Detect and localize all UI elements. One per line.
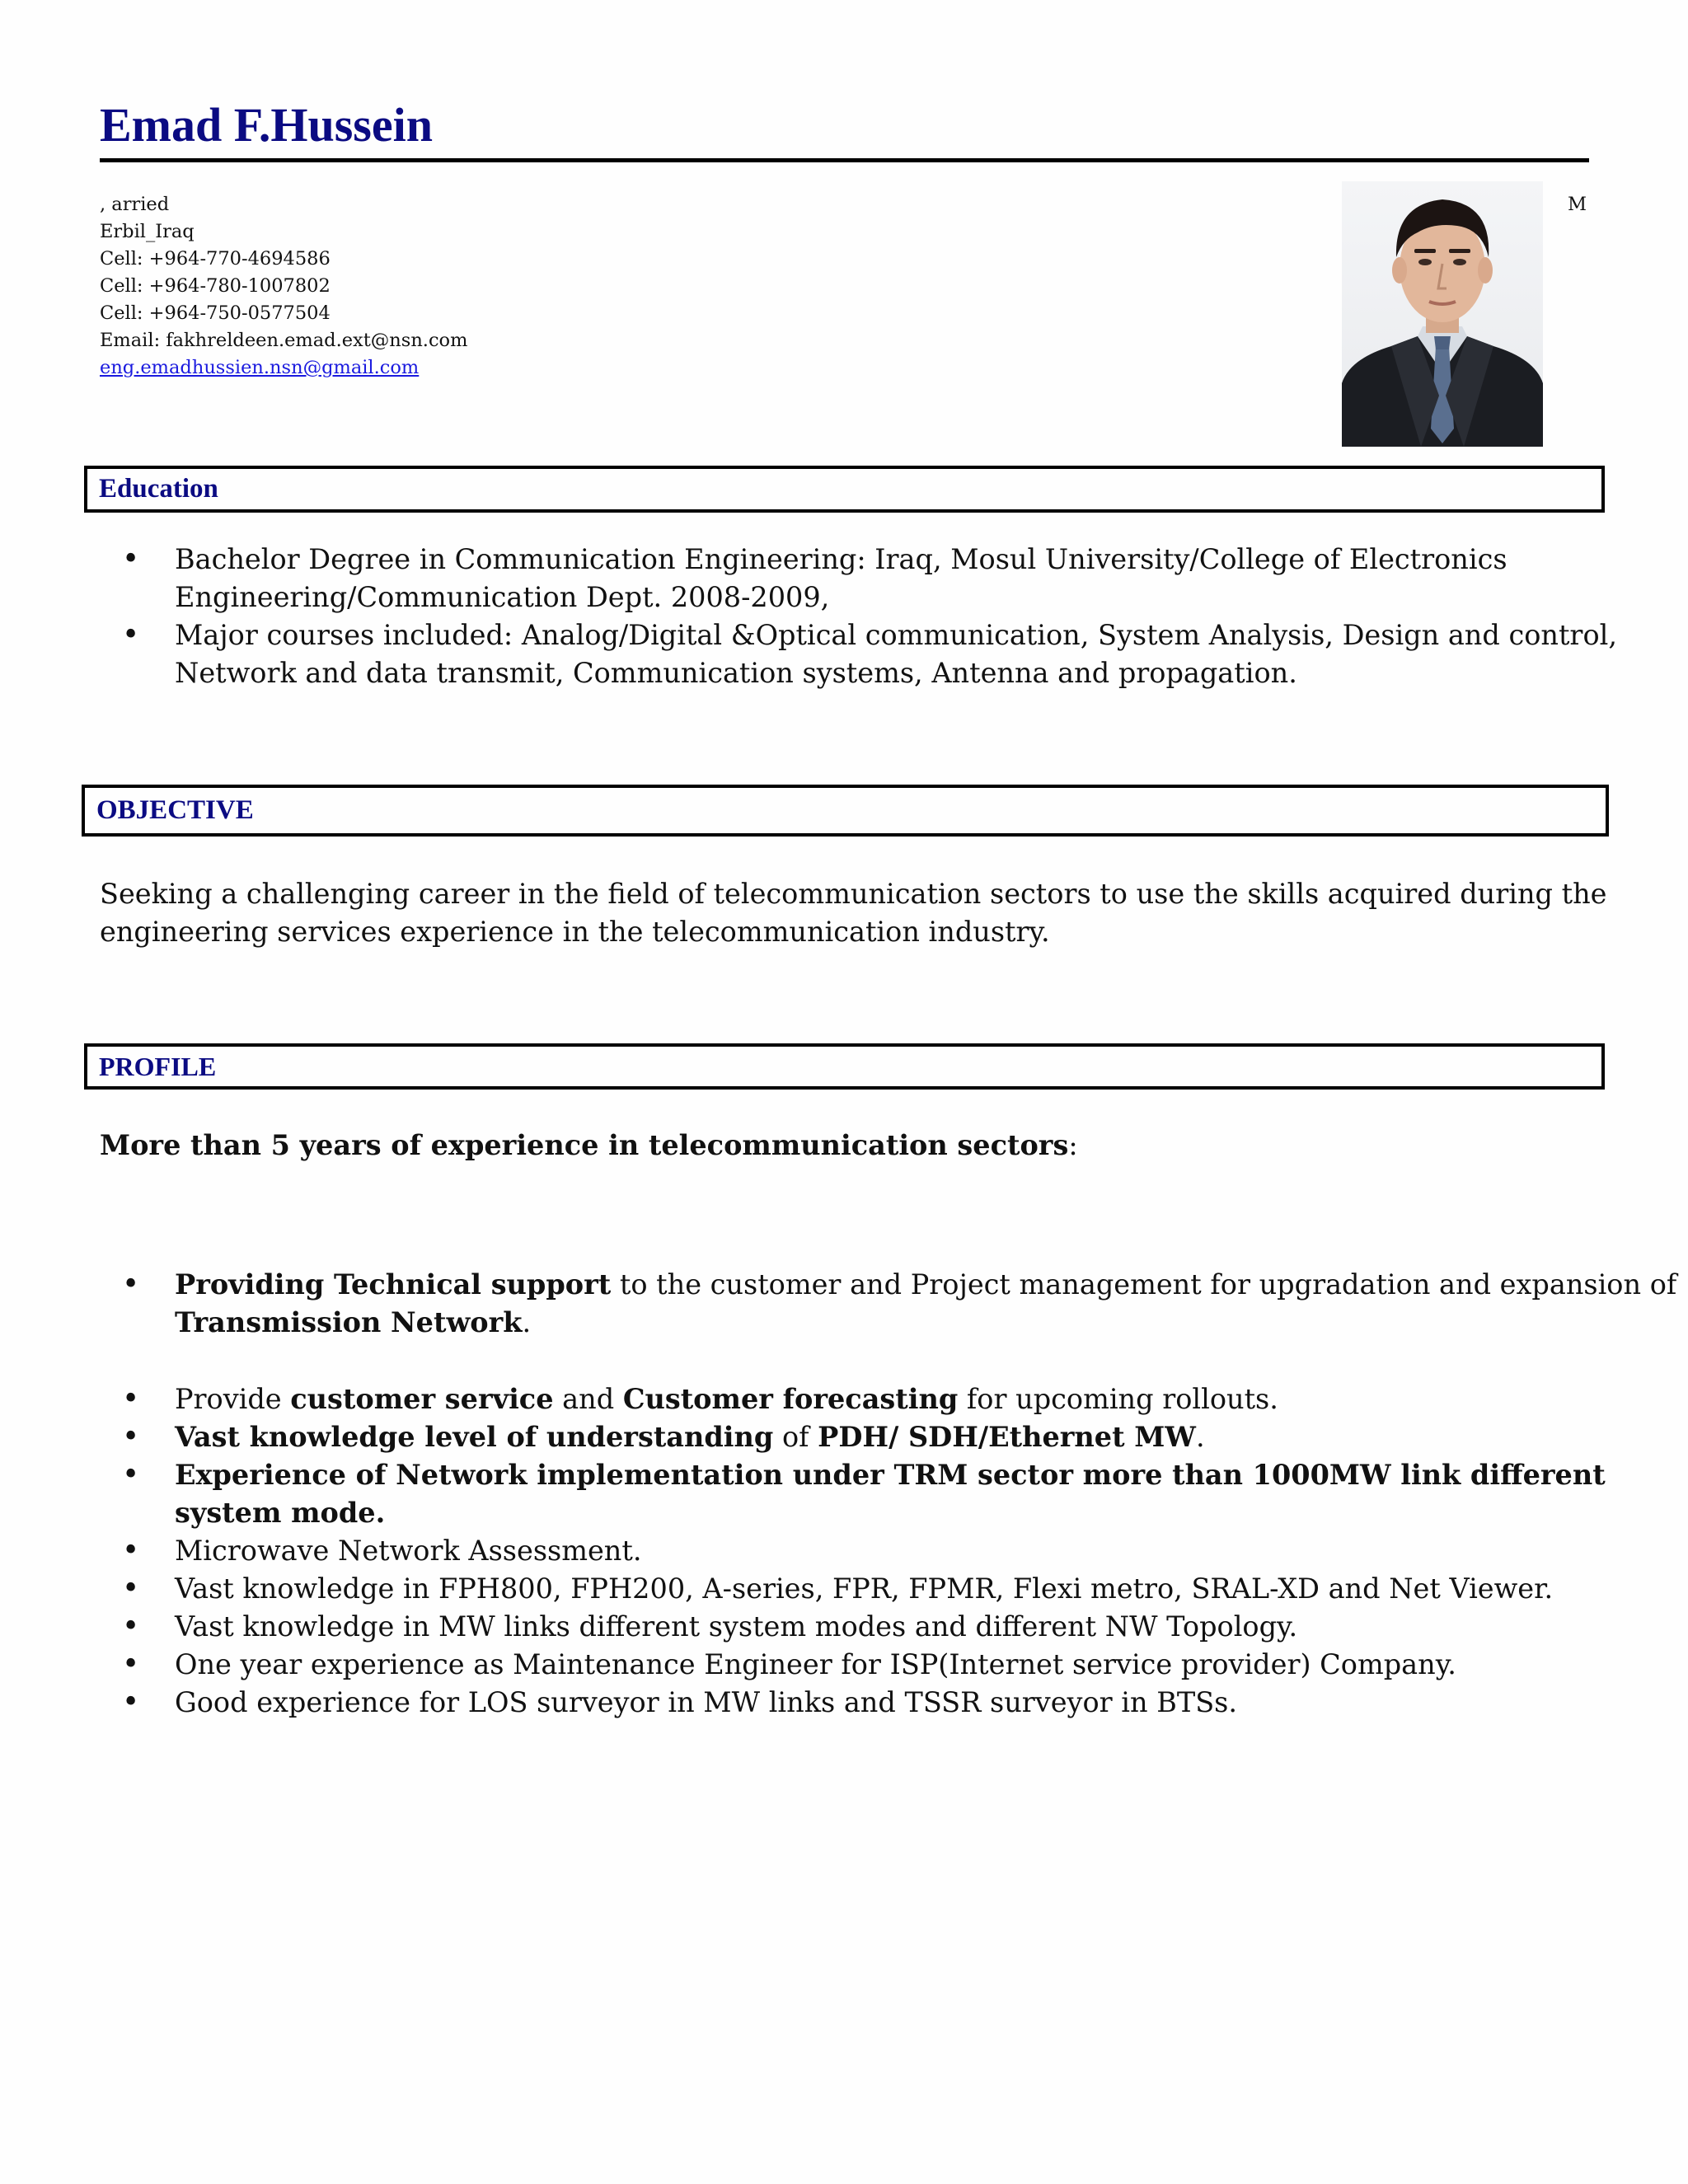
- profile-item-text: to the customer and Project management for upgradation and expansion of: [611, 1268, 1677, 1301]
- email: Email: fakhreldeen.emad.ext@nsn.com: [100, 330, 468, 351]
- objective-text: [100, 875, 1606, 951]
- education-list: [100, 541, 1617, 692]
- cell-2: Cell: +964-780-1007802: [100, 275, 331, 297]
- profile-item: • Microwave Network Assessment.: [100, 1532, 1606, 1570]
- profile-item-bold: customer service: [290, 1383, 554, 1415]
- objective-heading-label: OBJECTIVE: [96, 795, 254, 825]
- objective-line: Seeking a challenging career in the field of telecommunication sectors to use the skills acquired during the: [100, 878, 1607, 910]
- profile-item: • One year experience as Maintenance Engineer for ISP(Internet service provider) Company.: [100, 1646, 1606, 1684]
- education-item: [100, 541, 1617, 616]
- profile-list-top: [100, 1266, 1676, 1342]
- profile-lead-bold: More than 5 years of experience in telecommunication sectors: [100, 1129, 1069, 1161]
- profile-item-text: .: [1195, 1421, 1205, 1453]
- marital-status: , arried: [100, 194, 170, 215]
- cell-1: Cell: +964-770-4694586: [100, 248, 331, 269]
- education-item: [100, 616, 1617, 692]
- profile-item-text: .: [522, 1306, 532, 1338]
- objective-line: engineering services experience in the telecommunication industry.: [100, 916, 1050, 948]
- profile-lead-tail: :: [1068, 1129, 1078, 1161]
- profile-item: • Vast knowledge in MW links different system modes and different NW Topology.: [100, 1608, 1606, 1646]
- profile-heading: [84, 1043, 1605, 1090]
- cell-3: Cell: +964-750-0577504: [100, 302, 331, 324]
- profile-item-bold: Customer forecasting: [622, 1383, 959, 1415]
- education-heading: [84, 466, 1605, 513]
- profile-item: [100, 1380, 1606, 1418]
- profile-item-bold: Providing Technical support: [175, 1268, 612, 1301]
- profile-list: [100, 1380, 1606, 1722]
- profile-item: [100, 1456, 1606, 1532]
- education-item-line: • Bachelor Degree in Communication Engineering: Iraq, Mosul University/College of Electronics: [175, 543, 1507, 575]
- education-item-line: Engineering/Communication Dept. 2008-2009,: [175, 581, 830, 613]
- education-item-line: • Major courses included: Analog/Digital &Optical communication, System Analysis, Design and control,: [175, 619, 1617, 651]
- profile-item-text: and: [553, 1383, 623, 1415]
- profile-item: • Vast knowledge in FPH800, FPH200, A-series, FPR, FPMR, Flexi metro, SRAL-XD and Net Viewer.: [100, 1570, 1606, 1608]
- name-divider: [100, 158, 1589, 162]
- profile-heading-label: PROFILE: [99, 1051, 217, 1081]
- profile-lead: [100, 1127, 1078, 1165]
- profile-item: • Good experience for LOS surveyor in MW links and TSSR surveyor in BTSs.: [100, 1684, 1606, 1722]
- profile-item-bold: PDH/ SDH/Ethernet MW: [818, 1421, 1196, 1453]
- profile-item-bold: system mode.: [175, 1497, 386, 1529]
- profile-item-text: for upcoming rollouts.: [958, 1383, 1278, 1415]
- portrait-illustration: [1342, 181, 1543, 447]
- marital-status-suffix: M: [1568, 194, 1587, 215]
- profile-item-bold: Experience of Network implementation under TRM sector more than 1000MW link different: [175, 1459, 1606, 1491]
- profile-item-text: Provide: [175, 1383, 291, 1415]
- profile-photo: [1342, 181, 1543, 447]
- objective-heading: [82, 785, 1609, 837]
- profile-item-bold: Transmission Network: [175, 1306, 523, 1338]
- profile-item: [100, 1418, 1606, 1456]
- profile-item: [100, 1266, 1676, 1342]
- location: Erbil_Iraq: [100, 221, 195, 242]
- profile-item-text: of: [773, 1421, 818, 1453]
- profile-item-bold: Vast knowledge level of understanding: [175, 1421, 774, 1453]
- email-link[interactable]: eng.emadhussien.nsn@gmail.com: [100, 357, 420, 378]
- candidate-name: Emad F.Hussein: [100, 98, 433, 152]
- education-heading-label: Education: [99, 474, 218, 504]
- contact-block: [100, 191, 467, 382]
- education-item-line: Network and data transmit, Communication systems, Antenna and propagation.: [175, 657, 1297, 689]
